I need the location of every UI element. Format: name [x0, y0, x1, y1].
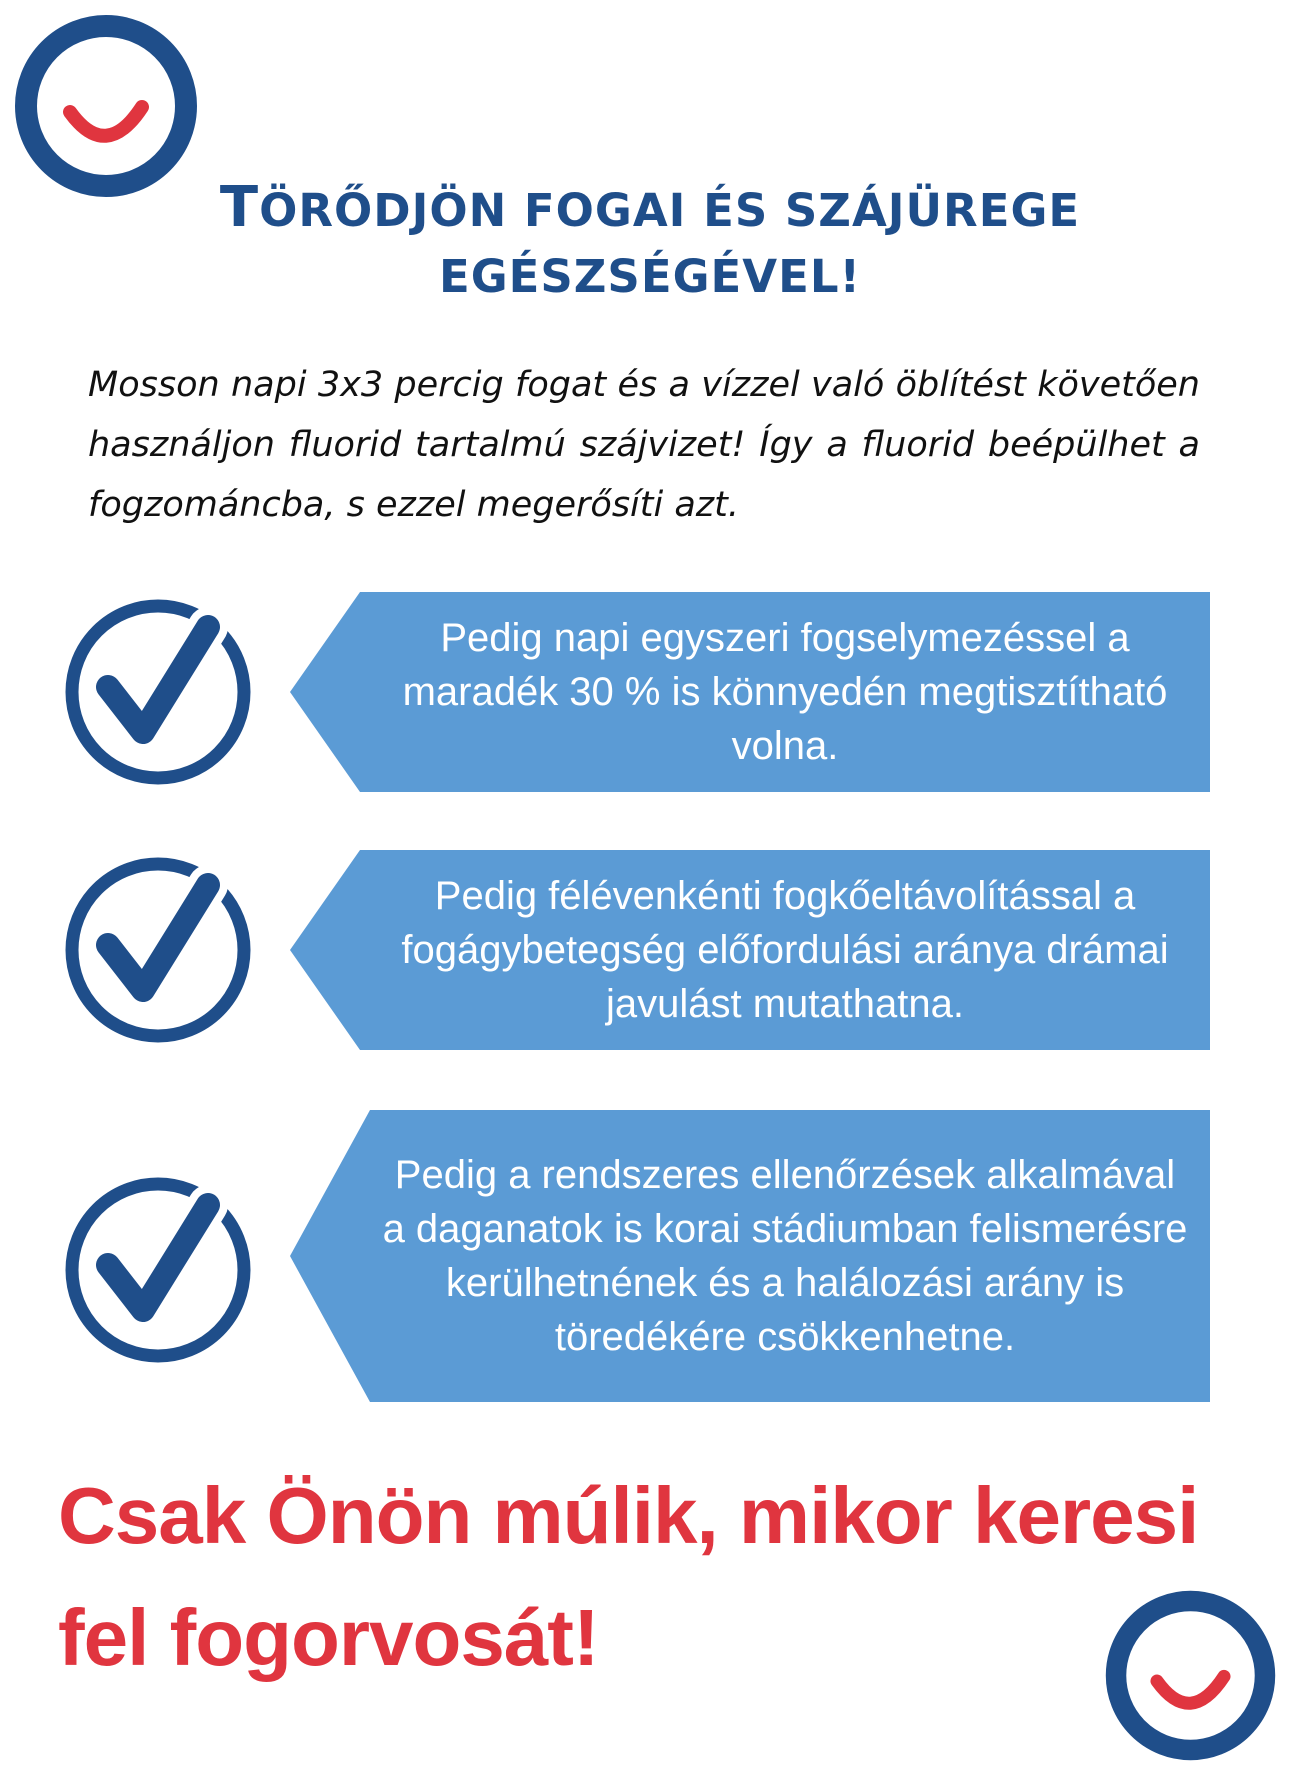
checkmark-icon — [58, 1170, 258, 1370]
benefit-banner — [290, 592, 1210, 792]
benefit-text: Pedig napi egyszeri fogselymezéssel a maradék 30 % is könnyedén megtisztítható volna. — [402, 616, 1168, 768]
benefit-text: Pedig félévenkénti fogkőeltávolítással a fogágybetegség előfordulási aránya drámai javulást mutathatna. — [401, 874, 1169, 1026]
benefit-item-3 — [0, 1110, 1299, 1402]
page-title-line-2: EGÉSZSÉGÉVEL! — [438, 250, 862, 303]
title-first-letter: T — [219, 175, 260, 240]
title-rest: ÖRŐDJÖN FOGAI ÉS SZÁJÜREGE — [259, 184, 1081, 237]
intro-paragraph: Mosson napi 3x3 percig fogat és a vízzel való öblítést követően használjon fluorid tartalmú szájvizet! Így a fluorid beépülhet a fogzománcba, s ezzel megerősíti azt. — [88, 365, 1200, 525]
benefit-item-2 — [0, 850, 1299, 1050]
benefit-item-1 — [0, 592, 1299, 792]
smile-logo-icon — [12, 12, 200, 200]
page-title-line-1 — [100, 175, 1200, 240]
smile-logo-icon — [1103, 1588, 1278, 1763]
benefit-text: Pedig a rendszeres ellenőrzések alkalmával a daganatok is korai stádiumban felismerésre kerülhetnének és a halálozási arány is töredékére csökkenhetne. — [382, 1153, 1188, 1359]
benefit-banner — [290, 1110, 1210, 1402]
call-to-action: Csak Önön múlik, mikor keresi fel fogorvosát! — [58, 1471, 1199, 1682]
checkmark-icon — [58, 592, 258, 792]
benefit-banner — [290, 850, 1210, 1050]
checkmark-icon — [58, 850, 258, 1050]
